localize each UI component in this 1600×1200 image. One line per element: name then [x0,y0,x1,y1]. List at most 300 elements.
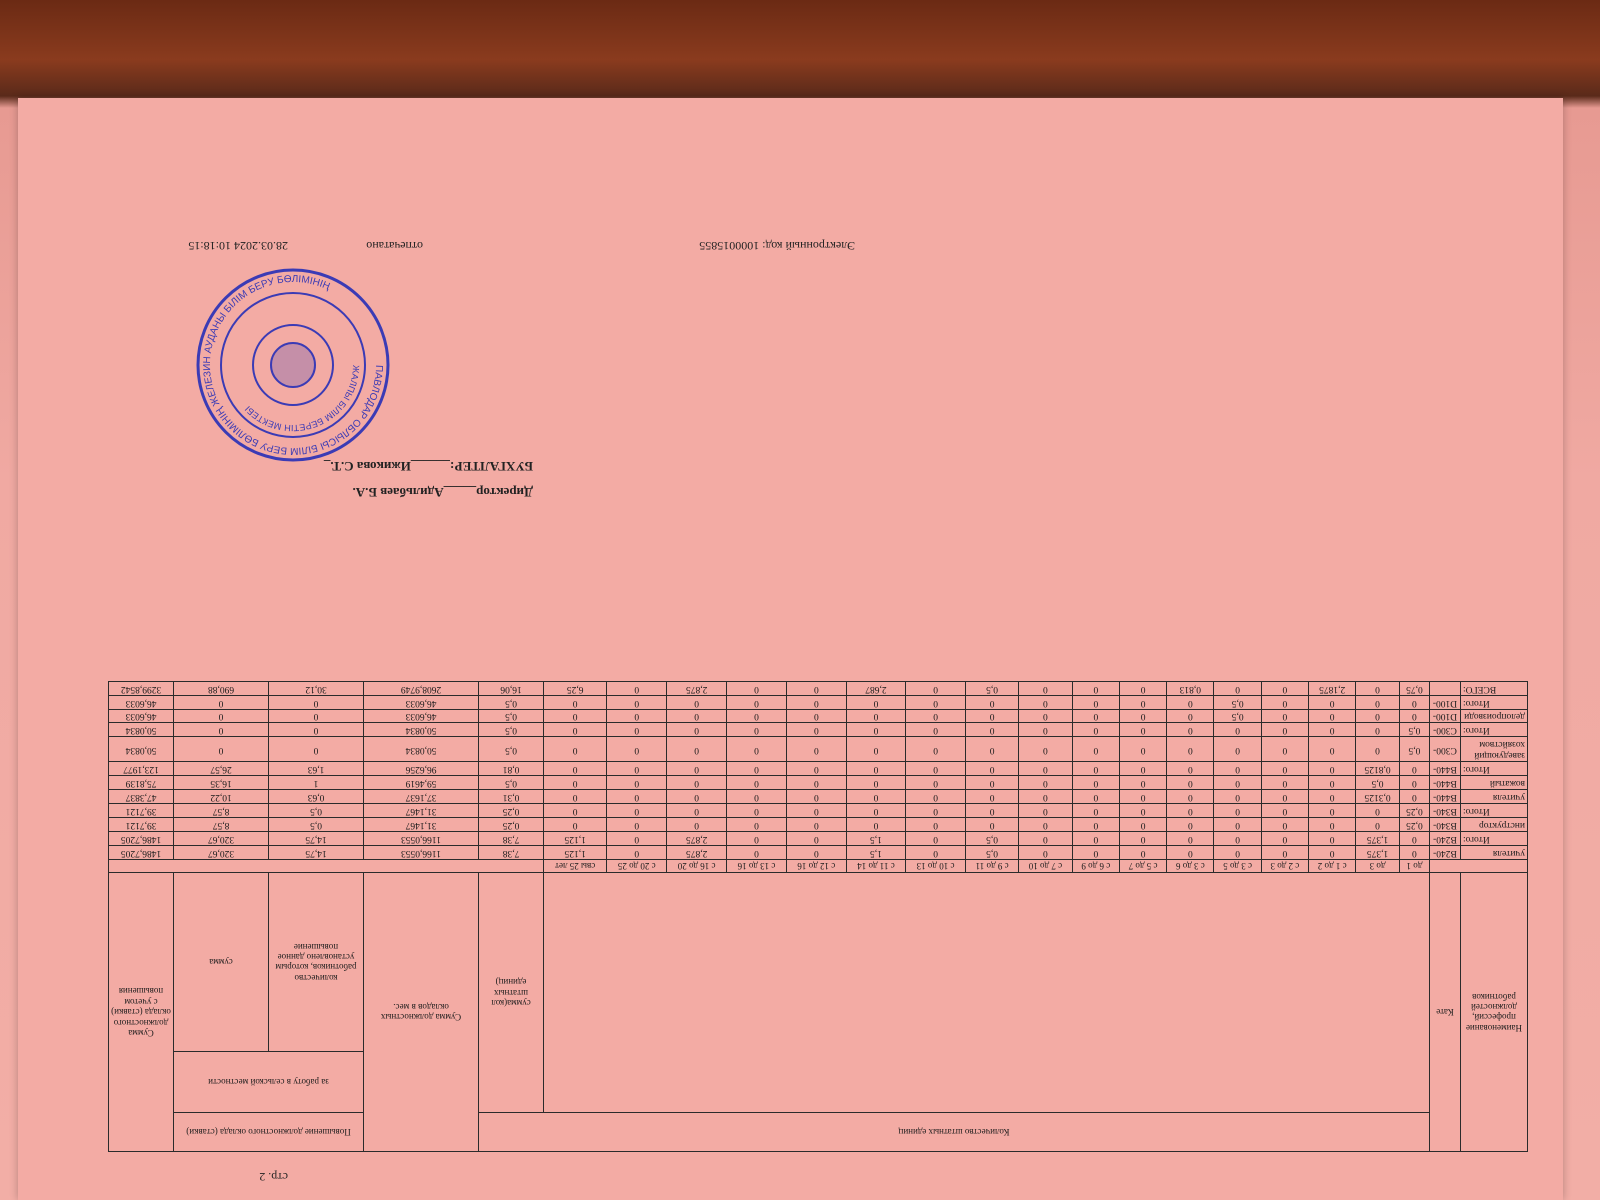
count-cell: 1,125 [544,831,607,845]
rural-count-cell: 1 [269,776,364,790]
total-cell: 47,3837 [109,790,174,804]
count-cell: 0 [1119,762,1166,776]
total-cell: 1486,7205 [109,845,174,859]
header-name: Наименование профессий, должностей работников [1461,873,1528,1152]
count-cell: 0,813 [1167,681,1214,695]
count-cell: 0 [906,695,966,709]
exp-header-blank [1430,859,1528,872]
row-category: C300- [1430,737,1461,762]
count-cell: 0,5 [1214,695,1261,709]
count-cell: 0 [1167,776,1214,790]
count-cell: 0 [1309,695,1356,709]
count-cell: 0 [906,681,966,695]
count-cell: 0 [1019,803,1073,817]
count-cell: 0 [846,695,905,709]
count-cell: 0 [667,803,727,817]
count-cell: 0,81 [479,762,544,776]
count-cell: 0 [846,762,905,776]
count-cell: 0 [786,845,846,859]
salary-sum-cell: 50,0834 [364,737,479,762]
count-cell: 0 [1261,723,1308,737]
row-category: D100- [1430,695,1461,709]
salary-sum-cell: 46,6033 [364,709,479,723]
count-cell: 0 [966,695,1019,709]
salary-sum-cell: 1166,0553 [364,831,479,845]
count-cell: 0 [1167,790,1214,804]
exp-header-cell: с 7 до 10 [1019,859,1073,872]
rural-sum-cell: 8,57 [174,817,269,831]
rural-sum-cell: 26,57 [174,762,269,776]
row-name: учителя [1461,790,1528,804]
exp-header-cell: с 9 до 11 [966,859,1019,872]
row-name: Итого: [1461,723,1528,737]
table-row [109,709,1528,723]
header-count-sum: сумма(кол штатных единиц) [479,873,544,1113]
row-category: B240- [1430,845,1461,859]
count-cell: 0 [1167,831,1214,845]
count-cell: 0 [1261,790,1308,804]
rural-count-cell: 0 [269,737,364,762]
header-rural-count: количество работников, которым установлено данное повышение [269,873,364,1052]
count-cell: 0 [1072,737,1119,762]
count-cell: 0 [607,831,667,845]
count-cell: 0 [607,817,667,831]
table-row [109,776,1528,790]
count-cell: 0,25 [1399,817,1429,831]
count-cell: 0 [1261,776,1308,790]
count-cell: 0,5 [479,737,544,762]
count-cell: 0 [727,709,787,723]
header-spacer [544,873,1430,1113]
salary-sum-cell: 59,4619 [364,776,479,790]
count-cell: 0 [1399,831,1429,845]
header-total-with-increase: Сумма должностного оклада (ставки) с учетом повышения [109,873,174,1152]
row-name: инструктор [1461,817,1528,831]
count-cell: 0,5 [1399,737,1429,762]
count-cell: 0 [1119,681,1166,695]
table-row [109,681,1528,695]
count-cell: 0 [667,737,727,762]
count-cell: 0 [607,790,667,804]
exp-header-cell: с 3 до 5 [1214,859,1261,872]
count-cell: 0 [1167,845,1214,859]
count-cell: 0 [1214,803,1261,817]
exp-header-cell: с 3 до 6 [1167,859,1214,872]
count-cell: 0 [1072,762,1119,776]
salary-sum-cell: 50,0834 [364,723,479,737]
exp-header-cell: свы 25 лет [544,859,607,872]
count-cell: 0 [1072,817,1119,831]
table-row [109,817,1528,831]
total-cell: 39,7121 [109,817,174,831]
row-category [1430,681,1461,695]
page-number: стр. 2 [259,1170,288,1184]
row-category: B440- [1430,776,1461,790]
rural-sum-cell: 320,67 [174,845,269,859]
count-cell: 1,375 [1356,831,1400,845]
school-stamp [193,265,393,465]
count-cell: 0 [1356,723,1400,737]
table-body [109,681,1528,859]
total-cell: 46,6033 [109,695,174,709]
count-cell: 0 [727,681,787,695]
rural-count-cell: 0,5 [269,803,364,817]
count-cell: 0 [1072,845,1119,859]
total-cell: 1486,7205 [109,831,174,845]
count-cell: 1,5 [846,845,905,859]
count-cell: 0 [1399,762,1429,776]
total-cell: 75,8139 [109,776,174,790]
exp-header-cell: с 2 до 3 [1261,859,1308,872]
count-cell: 0 [1261,831,1308,845]
count-cell: 0 [544,817,607,831]
count-cell: 0 [1214,831,1261,845]
count-cell: 0 [544,762,607,776]
count-cell: 0 [1309,762,1356,776]
count-cell: 0 [846,709,905,723]
count-cell: 0 [846,817,905,831]
count-cell: 0 [786,737,846,762]
count-cell: 0,25 [479,803,544,817]
count-cell: 0 [544,737,607,762]
rural-sum-cell: 320,67 [174,831,269,845]
header-increase-group: Повышение должностного оклада (ставки) [174,1113,364,1152]
count-cell: 0 [544,790,607,804]
count-cell: 0 [667,776,727,790]
rural-sum-cell: 0 [174,737,269,762]
count-cell: 0 [1167,817,1214,831]
count-cell: 0 [846,737,905,762]
count-cell: 0 [786,790,846,804]
count-cell: 0,75 [1399,681,1429,695]
header-count-group: Количество штатных единиц [479,1113,1430,1152]
count-cell: 0 [1119,695,1166,709]
count-cell: 0 [667,709,727,723]
count-cell: 0 [786,723,846,737]
header-salary-sum: Сумма должностных окладов в мес. [364,873,479,1152]
count-cell: 0 [1019,776,1073,790]
count-cell: 6,25 [544,681,607,695]
count-cell: 0,5 [966,845,1019,859]
count-cell: 0 [906,845,966,859]
count-cell: 0 [727,723,787,737]
count-cell: 0 [1119,817,1166,831]
count-cell: 0 [607,709,667,723]
count-cell: 0 [544,803,607,817]
count-cell: 0 [1167,695,1214,709]
count-cell: 0 [1309,737,1356,762]
count-cell: 0 [1019,817,1073,831]
row-name: заведующий хозяйством [1461,737,1528,762]
count-cell: 0,3125 [1356,790,1400,804]
count-cell: 0 [1309,817,1356,831]
exp-header-cell: с 1 до 2 [1309,859,1356,872]
header-rural: за работу в сельской местности [174,1052,364,1113]
count-cell: 0 [1019,723,1073,737]
count-cell: 0 [786,803,846,817]
staff-table [108,681,1528,1152]
experience-header-row [109,859,1528,872]
rural-count-cell: 0 [269,709,364,723]
total-cell: 123,1977 [109,762,174,776]
row-category: B340- [1430,817,1461,831]
count-cell: 0 [727,845,787,859]
count-cell: 0 [667,723,727,737]
count-cell: 0 [1261,737,1308,762]
rotated-page [18,98,1563,1200]
count-cell: 0 [1119,831,1166,845]
salary-sum-cell: 31,1467 [364,803,479,817]
exp-header-cell: с 6 до 9 [1072,859,1119,872]
count-cell: 0 [786,831,846,845]
row-name: Итого: [1461,803,1528,817]
count-cell: 0 [1214,762,1261,776]
count-cell: 0 [906,762,966,776]
count-cell: 0 [786,762,846,776]
count-cell: 0 [786,709,846,723]
count-cell: 0,5 [966,681,1019,695]
count-cell: 0 [1356,709,1400,723]
count-cell: 0 [1214,723,1261,737]
row-name: делопроизводи [1461,709,1528,723]
exp-header-cell: до 3 [1356,859,1400,872]
count-cell: 0 [1356,803,1400,817]
count-cell: 0 [1399,776,1429,790]
count-cell: 0 [1261,681,1308,695]
count-cell: 0 [1309,845,1356,859]
count-cell: 0 [1072,803,1119,817]
count-cell: 0,8125 [1356,762,1400,776]
electronic-code: Электронный код: 1000015855 [699,239,855,253]
count-cell: 0 [1119,845,1166,859]
count-cell: 0 [786,817,846,831]
rural-sum-cell: 0 [174,709,269,723]
count-cell: 0 [1214,790,1261,804]
rural-count-cell: 0,5 [269,817,364,831]
count-cell: 0 [1072,790,1119,804]
paper-sheet [18,98,1563,1200]
count-cell: 0 [846,776,905,790]
table-row [109,762,1528,776]
count-cell: 0 [1019,681,1073,695]
count-cell: 1,375 [1356,845,1400,859]
count-cell: 0 [1214,776,1261,790]
count-cell: 0 [607,776,667,790]
table-row [109,845,1528,859]
count-cell: 0 [966,737,1019,762]
table-row [109,790,1528,804]
rural-sum-cell: 16,35 [174,776,269,790]
count-cell: 0 [1167,723,1214,737]
rural-count-cell: 0,63 [269,790,364,804]
count-cell: 0 [1072,681,1119,695]
count-cell: 0 [1119,776,1166,790]
salary-sum-cell: 2608,9749 [364,681,479,695]
count-cell: 0 [1261,803,1308,817]
count-cell: 0 [1309,790,1356,804]
rural-count-cell: 0 [269,723,364,737]
exp-header-cell: с 5 до 7 [1119,859,1166,872]
table-row [109,695,1528,709]
count-cell: 0 [607,762,667,776]
count-cell: 0 [1072,776,1119,790]
count-cell: 0 [906,723,966,737]
count-cell: 2,1875 [1309,681,1356,695]
count-cell: 0 [1019,831,1073,845]
count-cell: 0 [667,817,727,831]
count-cell: 7,38 [479,831,544,845]
count-cell: 0 [1019,695,1073,709]
count-cell: 0 [727,817,787,831]
count-cell: 0,5 [1214,709,1261,723]
salary-sum-cell: 31,1467 [364,817,479,831]
count-cell: 0 [846,790,905,804]
count-cell: 0 [1214,845,1261,859]
count-cell: 0 [846,723,905,737]
count-cell: 0 [727,737,787,762]
count-cell: 0 [1119,790,1166,804]
total-cell: 3299,8542 [109,681,174,695]
row-category: B440- [1430,790,1461,804]
svg-text:ЖАЛПЫ БІЛІМ БЕРЕТІН МЕКТЕБІ: ЖАЛПЫ БІЛІМ БЕРЕТІН МЕКТЕБІ [242,364,362,434]
table-row [109,737,1528,762]
count-cell: 0 [1399,790,1429,804]
count-cell: 0 [607,803,667,817]
count-cell: 0 [1167,709,1214,723]
count-cell: 0 [1399,845,1429,859]
count-cell: 0 [1019,709,1073,723]
table-row [109,803,1528,817]
count-cell: 0 [667,790,727,804]
count-cell: 0 [1019,845,1073,859]
count-cell: 0 [727,790,787,804]
row-category: B340- [1430,803,1461,817]
count-cell: 0 [544,709,607,723]
count-cell: 0 [1309,776,1356,790]
accountant-signature: БУХГАЛТЕР:______Ижикова С.Т._ [323,459,533,474]
count-cell: 0 [966,817,1019,831]
count-cell: 0 [966,723,1019,737]
exp-header-cell: с 11 до 14 [846,859,905,872]
rural-count-cell: 0 [269,695,364,709]
count-cell: 0 [1119,709,1166,723]
row-category: B440- [1430,762,1461,776]
header-category: Кате [1430,873,1461,1152]
svg-text:ПАВЛОДАР ОБЛЫСЫ БІЛІМ БЕРУ БӨЛ: ПАВЛОДАР ОБЛЫСЫ БІЛІМ БЕРУ БӨЛІМІНІҢ ЖЕЛЕЗИН АУДАНЫ БІЛІМ БЕРУ БӨЛІМІНІҢ [201,273,385,457]
count-cell: 0,5 [479,723,544,737]
count-cell: 0 [607,723,667,737]
total-cell: 46,6033 [109,709,174,723]
count-cell: 0 [1019,737,1073,762]
count-cell: 0,5 [479,695,544,709]
printed-label: отпечатано [366,239,423,253]
exp-header-cell: с 20 до 25 [607,859,667,872]
total-cell: 50,0834 [109,737,174,762]
total-cell: 39,7121 [109,803,174,817]
count-cell: 0,25 [1399,803,1429,817]
count-cell: 2,875 [667,845,727,859]
count-cell: 0 [607,681,667,695]
row-name: ВСЕГО: [1461,681,1528,695]
count-cell: 2,687 [846,681,905,695]
count-cell: 0 [1119,723,1166,737]
count-cell: 2,875 [667,681,727,695]
count-cell: 0 [906,737,966,762]
rural-sum-cell: 0 [174,695,269,709]
count-cell: 0 [1309,803,1356,817]
exp-header-cell: с 10 до 13 [906,859,966,872]
count-cell: 0,5 [1399,723,1429,737]
count-cell: 0 [846,803,905,817]
row-category: B240- [1430,831,1461,845]
row-name: Итого: [1461,695,1528,709]
count-cell: 7,38 [479,845,544,859]
count-cell: 0 [727,762,787,776]
count-cell: 0 [786,681,846,695]
count-cell: 0 [906,831,966,845]
count-cell: 0 [1214,681,1261,695]
count-cell: 0,5 [1356,776,1400,790]
count-cell: 0 [1119,803,1166,817]
count-cell: 0 [727,776,787,790]
count-cell: 0 [966,762,1019,776]
salary-sum-cell: 37,1637 [364,790,479,804]
count-cell: 0 [727,695,787,709]
count-cell: 0 [786,695,846,709]
count-cell: 0 [544,776,607,790]
count-cell: 0 [544,695,607,709]
count-cell: 0 [1019,762,1073,776]
exp-header-cell: с 16 до 20 [667,859,727,872]
salary-sum-cell: 46,6033 [364,695,479,709]
count-cell: 0,25 [479,817,544,831]
count-cell: 0 [667,762,727,776]
count-cell: 0 [966,790,1019,804]
exp-header-cell: до 1 [1399,859,1429,872]
table-row [109,831,1528,845]
table-row [109,723,1528,737]
rural-sum-cell: 690,88 [174,681,269,695]
rural-count-cell: 30,12 [269,681,364,695]
total-cell: 50,0834 [109,723,174,737]
count-cell: 0 [727,803,787,817]
count-cell: 0,5 [479,776,544,790]
salary-sum-cell: 1166,0553 [364,845,479,859]
count-cell: 0 [1309,831,1356,845]
count-cell: 0 [786,776,846,790]
count-cell: 0 [1356,681,1400,695]
count-cell: 0 [1167,762,1214,776]
count-cell: 0 [966,803,1019,817]
rural-sum-cell: 10,22 [174,790,269,804]
count-cell: 0 [607,695,667,709]
rural-sum-cell: 0 [174,723,269,737]
exp-header-cell: с 12 до 16 [786,859,846,872]
row-category: C300- [1430,723,1461,737]
count-cell: 0 [1119,737,1166,762]
count-cell: 0 [1399,695,1429,709]
row-name: вожатый [1461,776,1528,790]
count-cell: 0 [906,817,966,831]
count-cell: 0 [1399,709,1429,723]
count-cell: 0 [1356,817,1400,831]
director-signature: Директор_____Адильбаев Б.А. [352,485,533,500]
count-cell: 0 [1072,723,1119,737]
count-cell: 0 [1309,709,1356,723]
rural-count-cell: 14,75 [269,845,364,859]
salary-sum-cell: 96,6256 [364,762,479,776]
count-cell: 2,875 [667,831,727,845]
